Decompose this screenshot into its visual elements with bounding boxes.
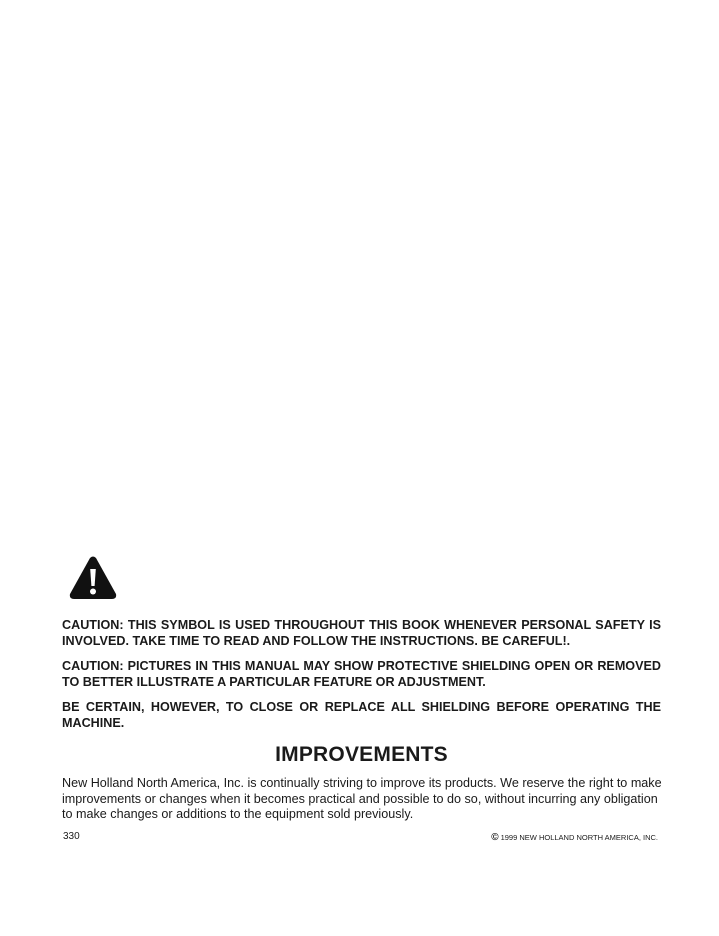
improvements-text: New Holland North America, Inc. is continually striving to improve its products. We reserve the right to make improvements or changes when it becomes practical and possible to do so, without incurring any obligation to make changes or additions to the equipment sold previously.: [62, 776, 662, 821]
caution-safety-symbol: CAUTION: THIS SYMBOL IS USED THROUGHOUT THIS BOOK WHENEVER PERSONAL SAFETY IS INVOLVED. TAKE TIME TO READ AND FOLLOW THE INSTRUCTIONS. BE CAREFUL!.: [62, 618, 661, 648]
caution-shielding-pictures: CAUTION: PICTURES IN THIS MANUAL MAY SHOW PROTECTIVE SHIELDING OPEN OR REMOVED TO BETTER ILLUSTRATE A PARTICULAR FEATURE OR ADJUSTMENT.: [62, 659, 661, 689]
improvements-heading: IMPROVEMENTS: [275, 743, 448, 766]
page-number: 330: [63, 831, 80, 842]
copyright-symbol: ©: [491, 832, 499, 843]
copyright-text: 1999 NEW HOLLAND NORTH AMERICA, INC.: [500, 833, 658, 842]
copyright-notice: [491, 832, 658, 843]
caution-close-shielding: BE CERTAIN, HOWEVER, TO CLOSE OR REPLACE ALL SHIELDING BEFORE OPERATING THE MACHINE.: [62, 700, 661, 730]
warning-triangle-icon: [69, 556, 117, 600]
